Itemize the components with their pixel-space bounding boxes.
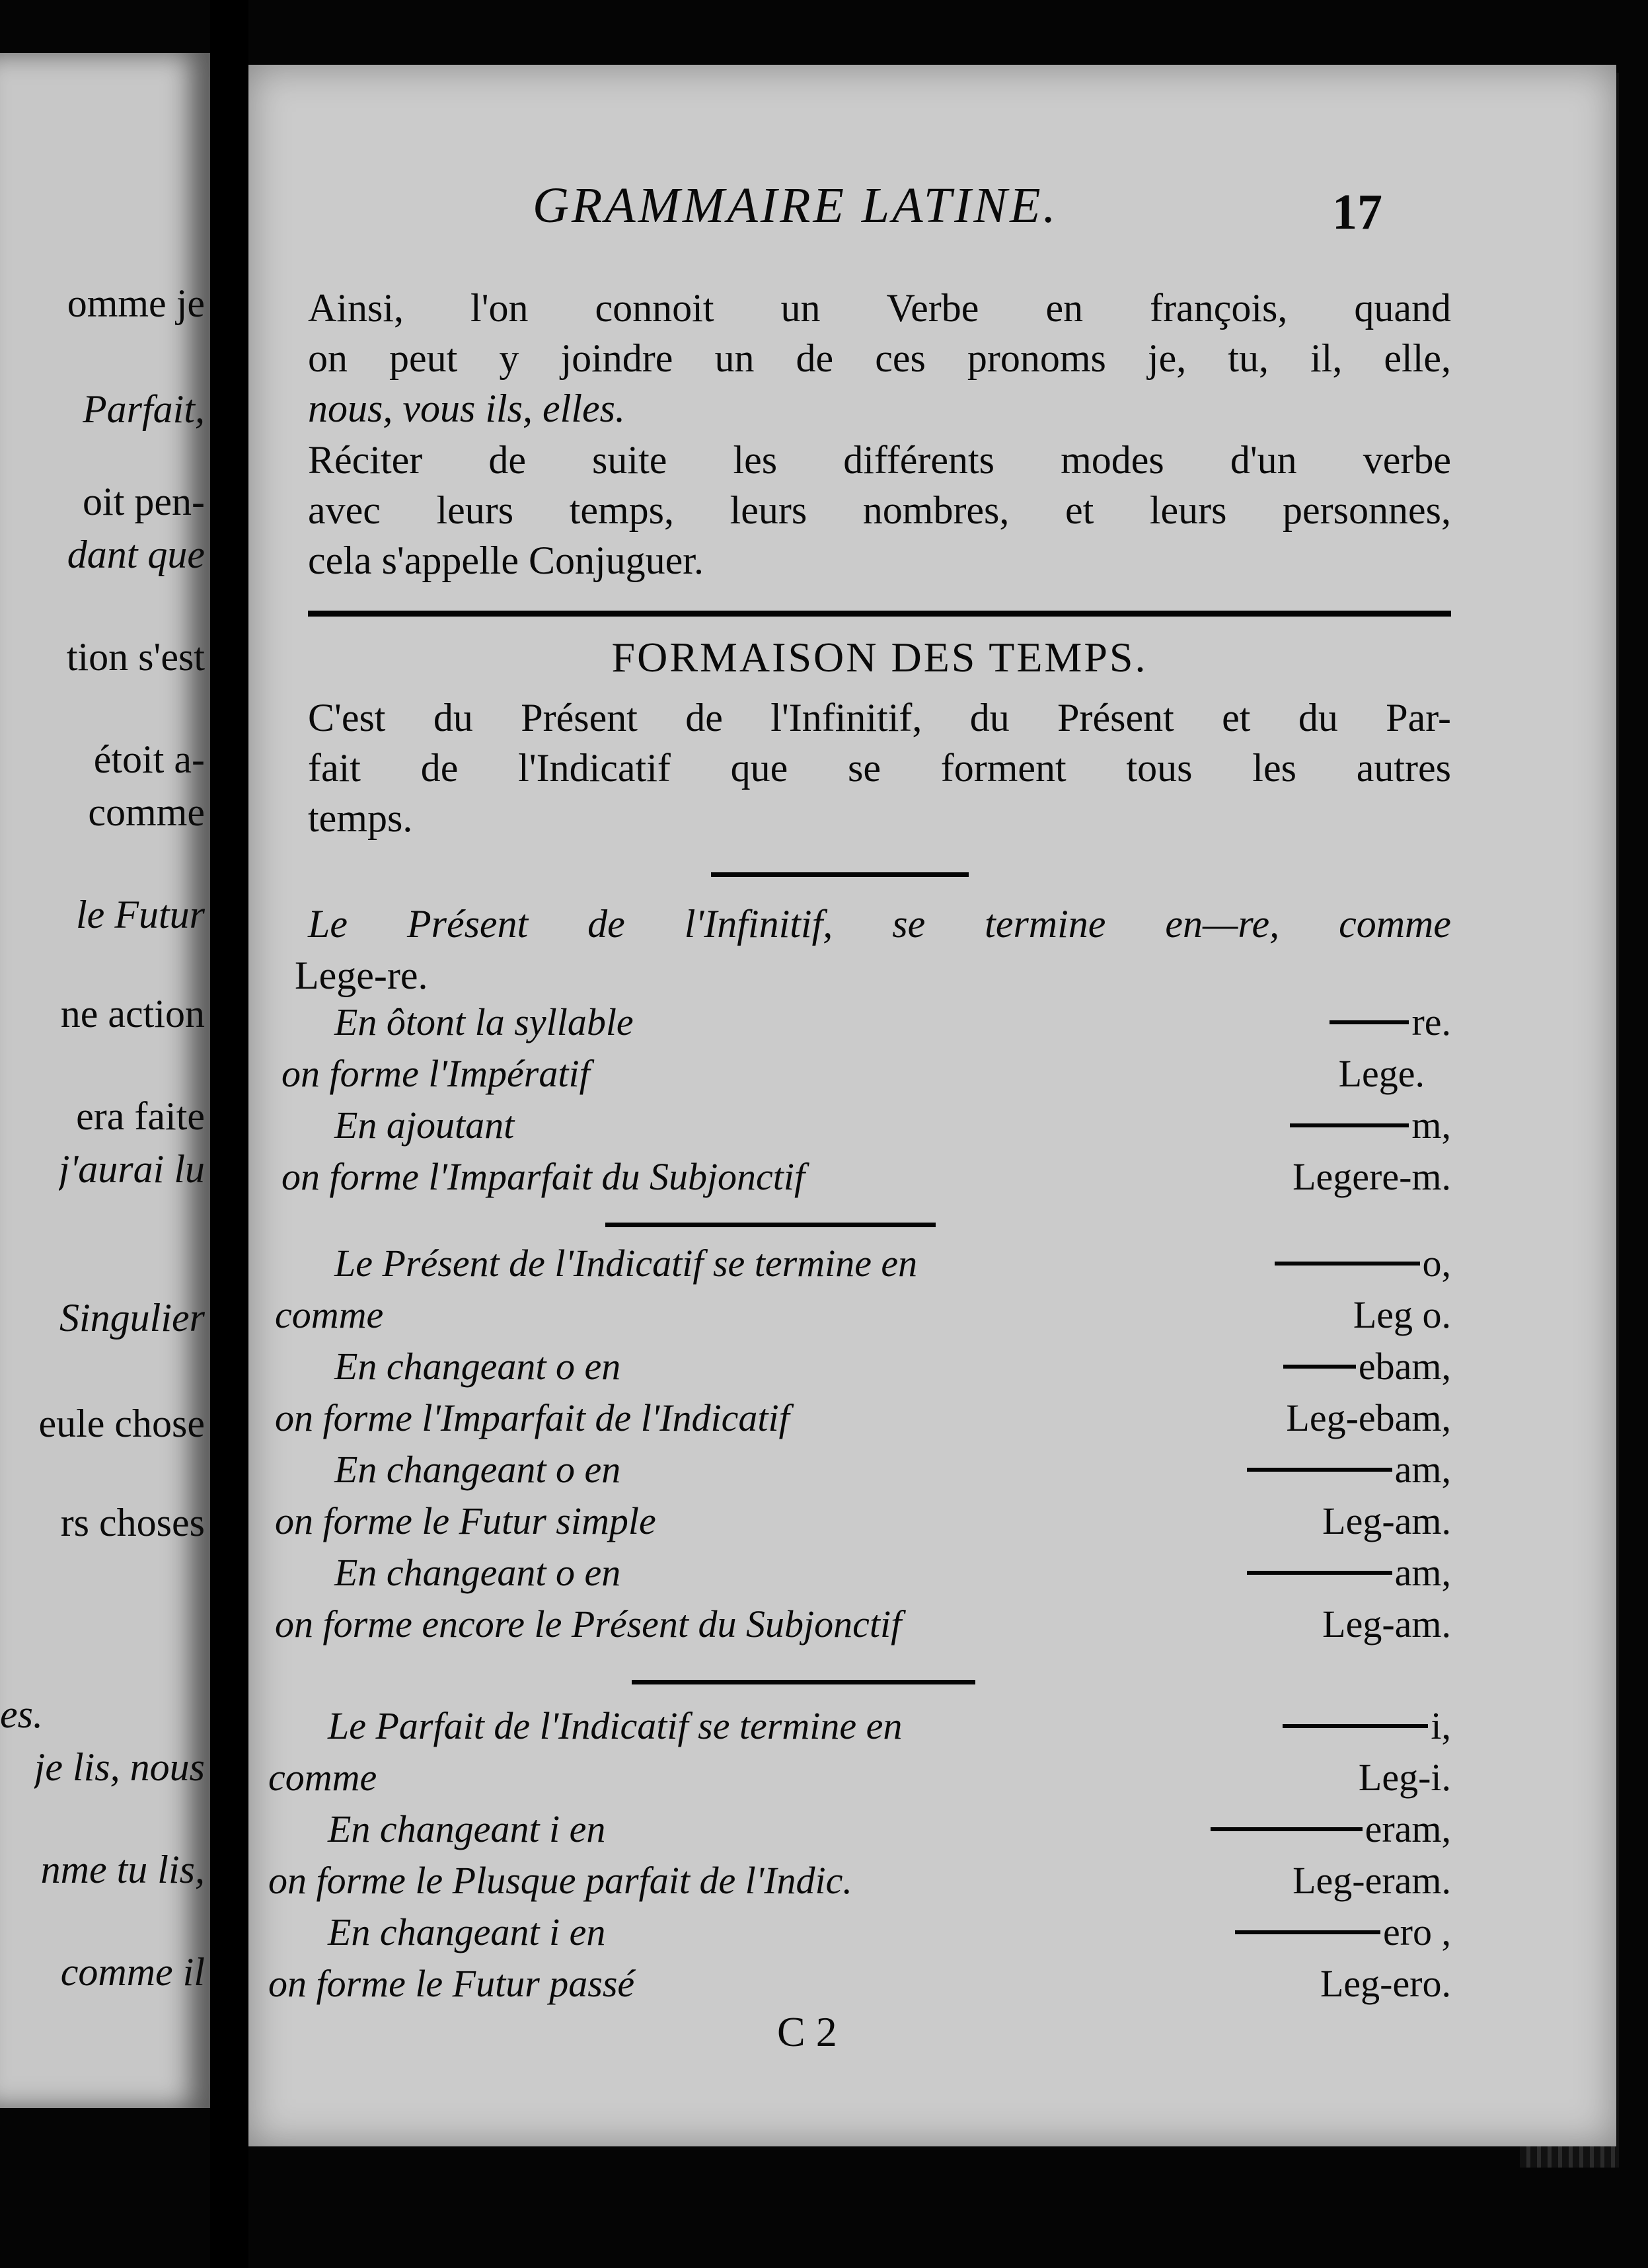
row-value [1235,1910,1451,1954]
page-number: 17 [1332,184,1382,240]
suffix: am, [1394,1551,1451,1594]
left-line: Parfait, [82,387,205,431]
row-value: Leg o. [1353,1293,1451,1336]
row-value [1283,1704,1451,1748]
section-intro-line: temps. [308,796,413,840]
left-line: j'aurai lu [58,1147,205,1191]
intro-para1-line: on peut y joindre un de ces pronoms je, tu, il, elle, [308,336,1451,380]
row-value [1247,1550,1451,1595]
suffix: m, [1411,1104,1451,1147]
row-label: En changeant i en [328,1910,606,1953]
row-value: Legere-m. [1292,1155,1451,1198]
left-line: nme tu lis, [40,1848,205,1891]
row-value: Leg-eram. [1292,1859,1451,1902]
left-line: dant que [67,533,205,576]
row-value: Leg-ero. [1320,1962,1451,2005]
intro-para2-line: cela s'appelle Conjuguer. [308,539,704,582]
left-line: ne action [60,992,205,1036]
row-value [1283,1344,1451,1388]
row-label: on forme le Plusque parfait de l'Indic. [268,1859,852,1902]
row-label: on forme le Futur simple [275,1499,656,1542]
row-label: Le Présent de l'Indicatif se termine en [334,1242,918,1285]
row-value: Lege. [1338,1052,1425,1095]
section-heading: FORMAISON DES TEMPS. [611,634,1148,681]
group2-rows [275,1241,1451,1664]
left-line: era faite [76,1094,205,1138]
ornament-rule [711,872,969,877]
running-title: GRAMMAIRE LATINE. [533,178,1059,233]
row-value [1275,1241,1452,1285]
suffix: re. [1411,1001,1451,1043]
dash [1283,1724,1428,1728]
section-divider [308,611,1451,617]
dash [1330,1020,1409,1024]
intro-para2-line: avec leurs temps, leurs nombres, et leurs personnes, [308,488,1451,532]
row-value: Leg-i. [1358,1756,1451,1799]
row-value [1247,1447,1451,1492]
row-label: comme [275,1293,384,1336]
row-value [1290,1103,1451,1147]
left-line: comme il [60,1950,205,1994]
main-page [248,65,1616,2146]
group3-rows [268,1704,1451,2021]
left-line: je lis, nous [34,1745,205,1789]
left-line: rs choses [60,1501,205,1544]
suffix: o, [1422,1242,1451,1285]
row-label: on forme l'Imparfait de l'Indicatif [275,1396,790,1439]
dash [1235,1930,1380,1934]
row-label: Le Parfait de l'Indicatif se termine en [328,1704,903,1747]
group1-lead-line: Lege-re. [295,954,428,997]
intro-para2-line: Réciter de suite les différents modes d'un verbe [308,438,1451,482]
row-value: Leg-am. [1322,1499,1451,1542]
dash [1290,1123,1409,1127]
left-line: Singulier [59,1296,205,1340]
row-value: Leg-am. [1322,1603,1451,1645]
row-label: comme [268,1756,377,1799]
section-intro-line: C'est du Présent de l'Infinitif, du Présent et du Par- [308,696,1451,739]
left-line: es. [0,1692,43,1736]
row-label: on forme l'Impératif [281,1052,590,1095]
intro-para1-line: nous, vous ils, elles. [308,387,625,430]
suffix: am, [1394,1448,1451,1491]
row-label: En changeant i en [328,1807,606,1850]
row-label: En ajoutant [334,1104,515,1147]
row-value [1330,1000,1451,1044]
left-line: eule chose [38,1402,205,1445]
previous-page-fragment [0,53,210,2108]
suffix: i, [1431,1704,1451,1747]
dash [1283,1365,1356,1369]
left-line: tion s'est [66,635,205,679]
dash [1247,1468,1392,1472]
row-value [1211,1807,1451,1851]
intro-para1-line: Ainsi, l'on connoit un Verbe en françois, quand [308,286,1451,330]
dash [1275,1262,1420,1266]
suffix: eram, [1365,1807,1451,1850]
ornament-rule [632,1680,975,1684]
left-line: le Futur [76,893,205,936]
row-label: En changeant o en [334,1448,621,1491]
left-line: omme je [67,282,205,325]
row-value: Leg-ebam, [1286,1396,1451,1439]
row-label: on forme le Futur passé [268,1962,635,2005]
row-label: on forme encore le Présent du Subjonctif [275,1603,902,1645]
row-label: En ôtont la syllable [334,1001,634,1043]
group1-lead-line: Le Présent de l'Infinitif, se termine en—re, comme [308,902,1451,946]
group1-rows [281,1000,1451,1211]
left-line: oit pen- [83,480,205,523]
row-label: En changeant o en [334,1551,621,1594]
left-line: étoit a- [93,737,205,781]
book-gutter [210,0,248,2268]
row-label: En changeant o en [334,1345,621,1388]
dash [1247,1571,1392,1575]
section-intro-line: fait de l'Indicatif que se forment tous les autres [308,746,1451,790]
dash [1211,1827,1363,1831]
suffix: ebam, [1358,1345,1451,1388]
signature-mark: C 2 [777,2008,837,2055]
row-label: on forme l'Imparfait du Subjonctif [281,1155,805,1198]
suffix: ero , [1382,1910,1451,1953]
ornament-rule [605,1223,936,1227]
left-line: comme [88,790,205,834]
